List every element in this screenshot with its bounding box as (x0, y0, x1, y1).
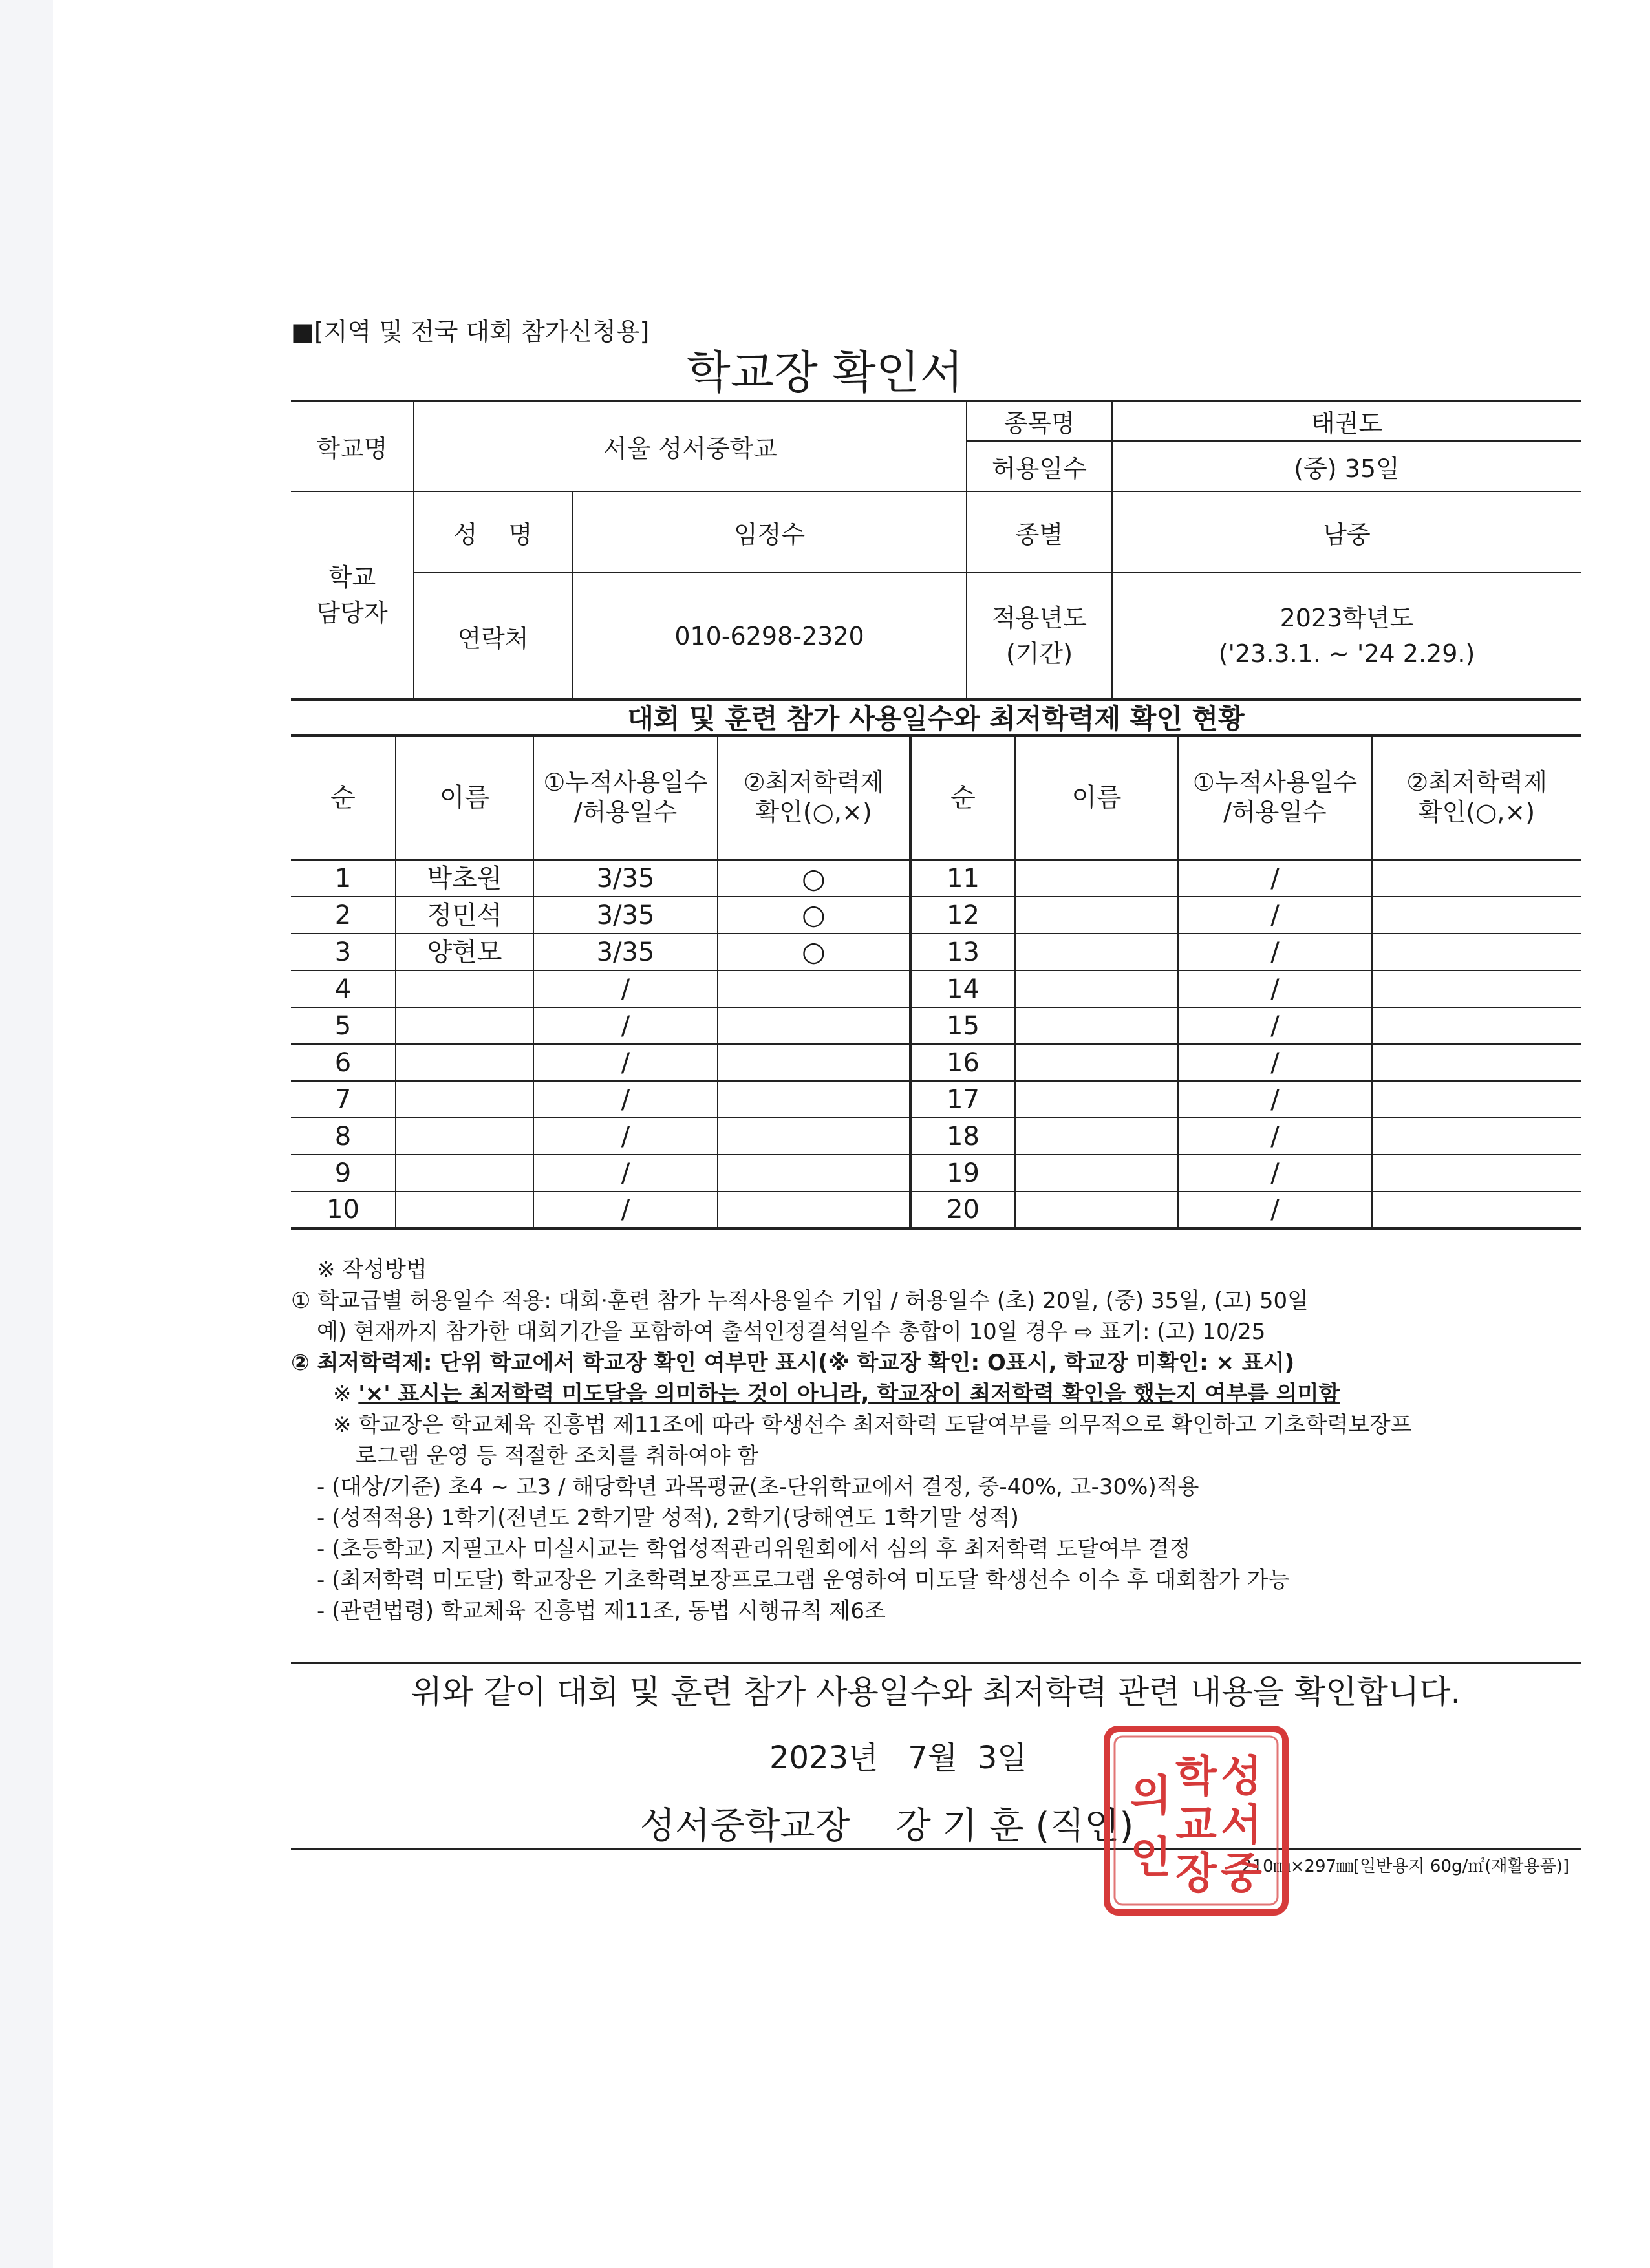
min-academic-check (1372, 1044, 1581, 1081)
row-number: 9 (291, 1155, 396, 1192)
athlete-name: 정민석 (396, 897, 533, 934)
row-number: 15 (910, 1007, 1015, 1044)
days-used: / (533, 1007, 718, 1044)
col-check: ②최저학력제 확인(○,×) (718, 736, 910, 860)
days-used: 3/35 (533, 860, 718, 897)
min-academic-check (1372, 897, 1581, 934)
min-academic-check: ○ (718, 897, 910, 934)
year-value: 2023학년도 (1280, 603, 1414, 632)
row-number: 2 (291, 897, 396, 934)
table-row (291, 970, 1581, 1007)
athlete-name (396, 1155, 533, 1192)
days-used: 3/35 (533, 897, 718, 934)
note-2-sub-2: ※ 학교장은 학교체육 진흥법 제11조에 따라 학생선수 최저학력 도달여부를 의무적으로 확인하고 기초학력보장프 (333, 1412, 1412, 1438)
athlete-name (1015, 970, 1178, 1007)
days-used: 3/35 (533, 934, 718, 970)
event-value: 태권도 (1112, 401, 1581, 441)
name-label: 성 명 (414, 491, 572, 573)
row-number: 7 (291, 1081, 396, 1118)
detail-grades: - (성적적용) 1학기(전년도 2학기말 성적), 2학기(당해연도 1학기말 성적) (317, 1505, 1019, 1531)
days-used: / (533, 1081, 718, 1118)
category-value: 남중 (1112, 491, 1581, 573)
min-academic-check (1372, 1081, 1581, 1118)
row-number: 13 (910, 934, 1015, 970)
row-number: 6 (291, 1044, 396, 1081)
min-academic-check (1372, 1118, 1581, 1155)
col-no: 순 (910, 736, 1015, 860)
col-days: ①누적사용일수 /허용일수 (1178, 736, 1372, 860)
athlete-name (1015, 1192, 1178, 1228)
athlete-name: 양현모 (396, 934, 533, 970)
school-label: 학교명 (291, 401, 414, 491)
detail-laws: - (관련법령) 학교체육 진흥법 제11조, 동법 시행규칙 제6조 (317, 1598, 886, 1624)
document-title: 학교장 확인서 (687, 346, 963, 399)
row-number: 8 (291, 1118, 396, 1155)
row-number: 12 (910, 897, 1015, 934)
seal-glyph: 성 (1221, 1751, 1262, 1801)
min-academic-check (718, 1044, 910, 1081)
school-value: 서울 성서중학교 (414, 401, 967, 491)
note-2-sub-1-mark: ※ (333, 1381, 359, 1407)
min-academic-check (718, 1155, 910, 1192)
row-number: 10 (291, 1192, 396, 1228)
detail-below-minimum: - (최저학력 미도달) 학교장은 기초학력보장프로그램 운영하여 미도달 학생선수 이수 후 대회참가 가능 (317, 1567, 1290, 1593)
athlete-name (396, 1044, 533, 1081)
min-academic-check (718, 1007, 910, 1044)
col-name: 이름 (396, 736, 533, 860)
principal-signature-line: 성서중학교장 강 기 훈 (직인) (640, 1805, 1134, 1847)
athlete-name (1015, 1081, 1178, 1118)
days-used: / (1178, 1118, 1372, 1155)
event-label: 종목명 (967, 401, 1112, 441)
note-2: ② 최저학력제: 단위 학교에서 학교장 확인 여부만 표시(※ 학교장 확인: O표시, 학교장 미확인: × 표시) (291, 1350, 1295, 1376)
detail-target: - (대상/기준) 초4 ~ 고3 / 해당학년 과목평균(초-단위학교에서 결정, 중-40%, 고-30%)적용 (317, 1474, 1199, 1500)
row-number: 11 (910, 860, 1015, 897)
notes-heading: ※ 작성방법 (317, 1257, 427, 1283)
days-used: / (1178, 1192, 1372, 1228)
table-row (291, 1155, 1581, 1192)
allowed-days-label: 허용일수 (967, 441, 1112, 491)
col-name: 이름 (1015, 736, 1178, 860)
col-days: ①누적사용일수 /허용일수 (533, 736, 718, 860)
athlete-name (1015, 1155, 1178, 1192)
contact-group-label: 학교 담당자 (291, 491, 414, 700)
note-2-sub-2-cont: 로그램 운영 등 적절한 조치를 취하여야 함 (356, 1443, 759, 1469)
table-row (291, 1007, 1581, 1044)
min-academic-check (1372, 934, 1581, 970)
athlete-name (396, 1192, 533, 1228)
name-value: 임정수 (572, 491, 967, 573)
days-used: / (533, 970, 718, 1007)
year-label: 적용년도 (기간) (967, 573, 1112, 700)
days-used: / (533, 1155, 718, 1192)
year-period: ('23.3.1. ~ '24 2.29.) (1218, 639, 1475, 668)
issue-date: 2023년 7월 3일 (769, 1740, 1027, 1776)
table-row (291, 1118, 1581, 1155)
days-used: / (1178, 970, 1372, 1007)
table-row (291, 934, 1581, 970)
min-academic-check (718, 1118, 910, 1155)
min-academic-check (1372, 1155, 1581, 1192)
seal-glyph: 학 (1175, 1751, 1217, 1801)
note-1: ① 학교급별 허용일수 적용: 대회·훈련 참가 누적사용일수 기입 / 허용일수 (초) 20일, (중) 35일, (고) 50일 (291, 1288, 1309, 1314)
phone-label: 연락처 (414, 573, 572, 700)
min-academic-check (1372, 860, 1581, 897)
athlete-name: 박초원 (396, 860, 533, 897)
row-number: 18 (910, 1118, 1015, 1155)
table-row (291, 1192, 1581, 1228)
days-used: / (1178, 897, 1372, 934)
seal-glyph: 교 (1175, 1799, 1217, 1850)
row-number: 17 (910, 1081, 1015, 1118)
seal-glyph: 서 (1221, 1799, 1262, 1850)
phone-value: 010-6298-2320 (572, 573, 967, 700)
min-academic-check (718, 1192, 910, 1228)
min-academic-check (718, 970, 910, 1007)
seal-glyph: 의 (1130, 1770, 1172, 1821)
detail-elementary: - (초등학교) 지필고사 미실시교는 학업성적관리위원회에서 심의 후 최저학력 도달여부 결정 (317, 1536, 1191, 1562)
athlete-name (396, 970, 533, 1007)
seal-glyph: 중 (1221, 1848, 1262, 1898)
row-number: 1 (291, 860, 396, 897)
days-used: / (1178, 1044, 1372, 1081)
table-row (291, 1081, 1581, 1118)
paper-spec: 210㎜×297㎜[일반용지 60g/㎡(재활용품)] (1241, 1857, 1570, 1876)
official-seal-stamp (1099, 1720, 1293, 1921)
year-cell (1112, 573, 1581, 700)
days-used: / (1178, 860, 1372, 897)
row-number: 20 (910, 1192, 1015, 1228)
row-number: 3 (291, 934, 396, 970)
days-used: / (1178, 1081, 1372, 1118)
min-academic-check (718, 1081, 910, 1118)
category-label: 종별 (967, 491, 1112, 573)
note-2-sub-1-text: '×' 표시는 최저학력 미도달을 의미하는 것이 아니라, 학교장이 최저학력 확인을 했는지 여부를 의미함 (358, 1381, 1340, 1407)
row-number: 5 (291, 1007, 396, 1044)
days-used: / (533, 1044, 718, 1081)
days-used: / (533, 1192, 718, 1228)
row-number: 4 (291, 970, 396, 1007)
table-row (291, 897, 1581, 934)
col-no: 순 (291, 736, 396, 860)
divider (291, 1848, 1581, 1850)
allowed-days-value: (중) 35일 (1112, 441, 1581, 491)
athlete-name (396, 1007, 533, 1044)
days-used: / (1178, 1155, 1372, 1192)
seal-glyph: 인 (1130, 1832, 1172, 1882)
divider (291, 1662, 1581, 1664)
days-used: / (533, 1118, 718, 1155)
athlete-name (396, 1081, 533, 1118)
min-academic-check (1372, 1192, 1581, 1228)
table-row (291, 860, 1581, 897)
col-check: ②최저학력제 확인(○,×) (1372, 736, 1581, 860)
note-2-sub-1 (291, 1378, 1584, 1409)
athlete-name (1015, 1118, 1178, 1155)
roster-body (291, 860, 1581, 1228)
athlete-name (396, 1118, 533, 1155)
athlete-name (1015, 1007, 1178, 1044)
info-table (291, 400, 1581, 700)
row-number: 19 (910, 1155, 1015, 1192)
days-used: / (1178, 934, 1372, 970)
athlete-name (1015, 897, 1178, 934)
status-heading: 대회 및 훈련 참가 사용일수와 최저학력제 확인 현황 (291, 698, 1581, 737)
athlete-name (1015, 934, 1178, 970)
row-number: 16 (910, 1044, 1015, 1081)
confirmation-statement: 위와 같이 대회 및 훈련 참가 사용일수와 최저학력 관련 내용을 확인합니다. (411, 1673, 1461, 1711)
min-academic-check: ○ (718, 934, 910, 970)
min-academic-check (1372, 1007, 1581, 1044)
row-number: 14 (910, 970, 1015, 1007)
min-academic-check (1372, 970, 1581, 1007)
seal-glyph: 장 (1175, 1848, 1217, 1898)
athlete-name (1015, 1044, 1178, 1081)
roster-table (291, 734, 1581, 1230)
writing-guide (291, 1254, 1584, 1627)
note-1-example: 예) 현재까지 참가한 대회기간을 포함하여 출석인정결석일수 총합이 10일 경우 ⇨ 표기: (고) 10/25 (317, 1319, 1266, 1345)
table-row (291, 1044, 1581, 1081)
seal-glyphs (1130, 1751, 1262, 1898)
min-academic-check: ○ (718, 860, 910, 897)
days-used: / (1178, 1007, 1372, 1044)
form-tag: ■[지역 및 전국 대회 참가신청용] (291, 317, 650, 346)
athlete-name (1015, 860, 1178, 897)
